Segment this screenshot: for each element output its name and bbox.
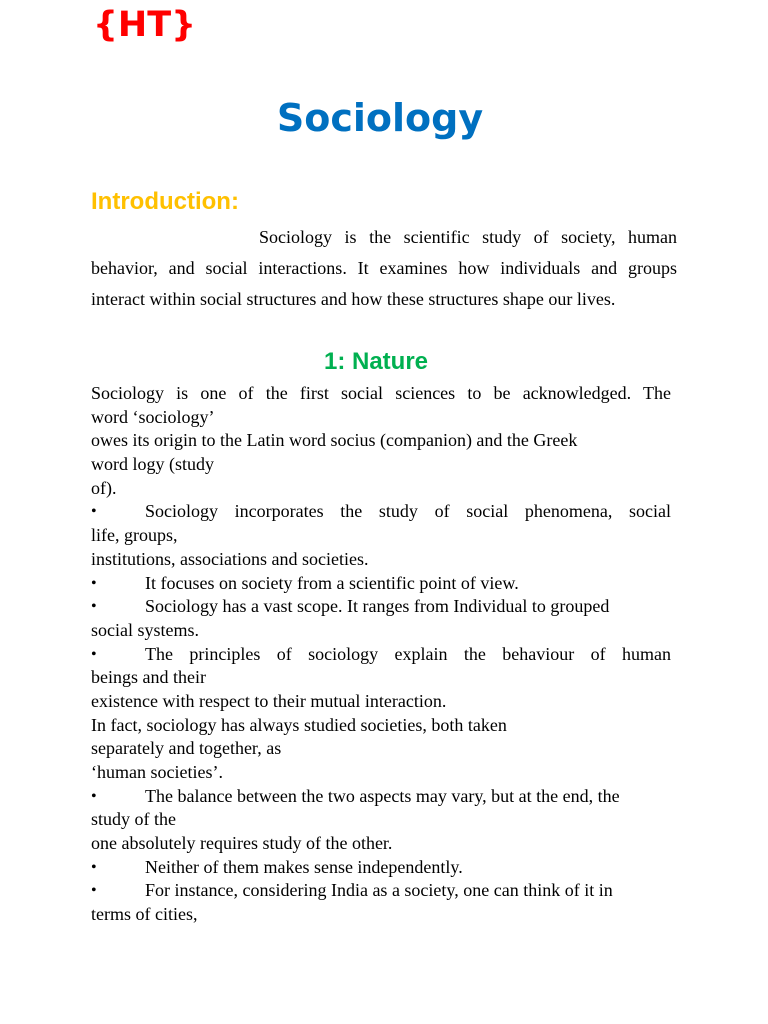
text-line: owes its origin to the Latin word socius (companion) and the Greek xyxy=(91,430,578,451)
text-line: word logy (study xyxy=(91,454,214,475)
bullet-icon: • xyxy=(91,503,97,521)
bullet-icon: • xyxy=(91,858,97,876)
text-line: In fact, sociology has always studied societies, both taken xyxy=(91,714,507,735)
bullet-text: It focuses on society from a scientific point of view. xyxy=(145,572,519,593)
text-line: institutions, associations and societies. xyxy=(91,548,369,569)
introduction-paragraph: Sociology is the scientific study of society, human behavior, and social interactions. It examines how individuals and groups interact within social structures and how these structures shape our lives. xyxy=(91,227,677,309)
text-line: Sociology is one of the first social sciences to be acknowledged. The xyxy=(91,383,671,403)
text-line: ‘human societies’. xyxy=(91,762,223,782)
bullet-text: The balance between the two aspects may vary, but at the end, the xyxy=(145,785,620,806)
text-line: word ‘sociology’ xyxy=(91,406,215,427)
text-line: one absolutely requires study of the other. xyxy=(91,833,393,854)
page-title: Sociology xyxy=(276,96,484,140)
text-line: beings and their xyxy=(91,667,206,688)
bullet-item xyxy=(91,785,681,809)
text-line: separately and together, as xyxy=(91,738,282,759)
nature-heading: 1: Nature xyxy=(323,348,429,375)
bullet-item xyxy=(91,595,681,619)
introduction-heading: Introduction: xyxy=(91,188,239,215)
bullet-item xyxy=(91,572,681,596)
bullet-item xyxy=(91,856,681,880)
bullet-item xyxy=(91,643,671,667)
text-line: existence with respect to their mutual interaction. xyxy=(91,690,447,711)
bullet-item xyxy=(91,500,671,524)
bullet-icon: • xyxy=(91,882,97,900)
nature-body xyxy=(91,382,681,927)
bullet-icon: • xyxy=(91,645,97,663)
bullet-icon: • xyxy=(91,574,97,592)
bullet-item xyxy=(91,879,681,903)
text-line: life, groups, xyxy=(91,525,178,546)
bullet-text: For instance, considering India as a society, one can think of it in xyxy=(145,880,613,901)
ht-logo: {HT} xyxy=(93,5,197,45)
bullet-text: Sociology has a vast scope. It ranges from Individual to grouped xyxy=(145,596,610,617)
text-line: of). xyxy=(91,477,117,498)
text-line: social systems. xyxy=(91,619,199,640)
text-line: terms of cities, xyxy=(91,904,198,925)
bullet-icon: • xyxy=(91,787,97,805)
text-line: study of the xyxy=(91,809,176,830)
bullet-text: The principles of sociology explain the behaviour of human xyxy=(145,643,671,664)
bullet-text: Sociology incorporates the study of social phenomena, social xyxy=(145,501,671,522)
bullet-icon: • xyxy=(91,598,97,616)
bullet-text: Neither of them makes sense independently. xyxy=(145,856,463,877)
